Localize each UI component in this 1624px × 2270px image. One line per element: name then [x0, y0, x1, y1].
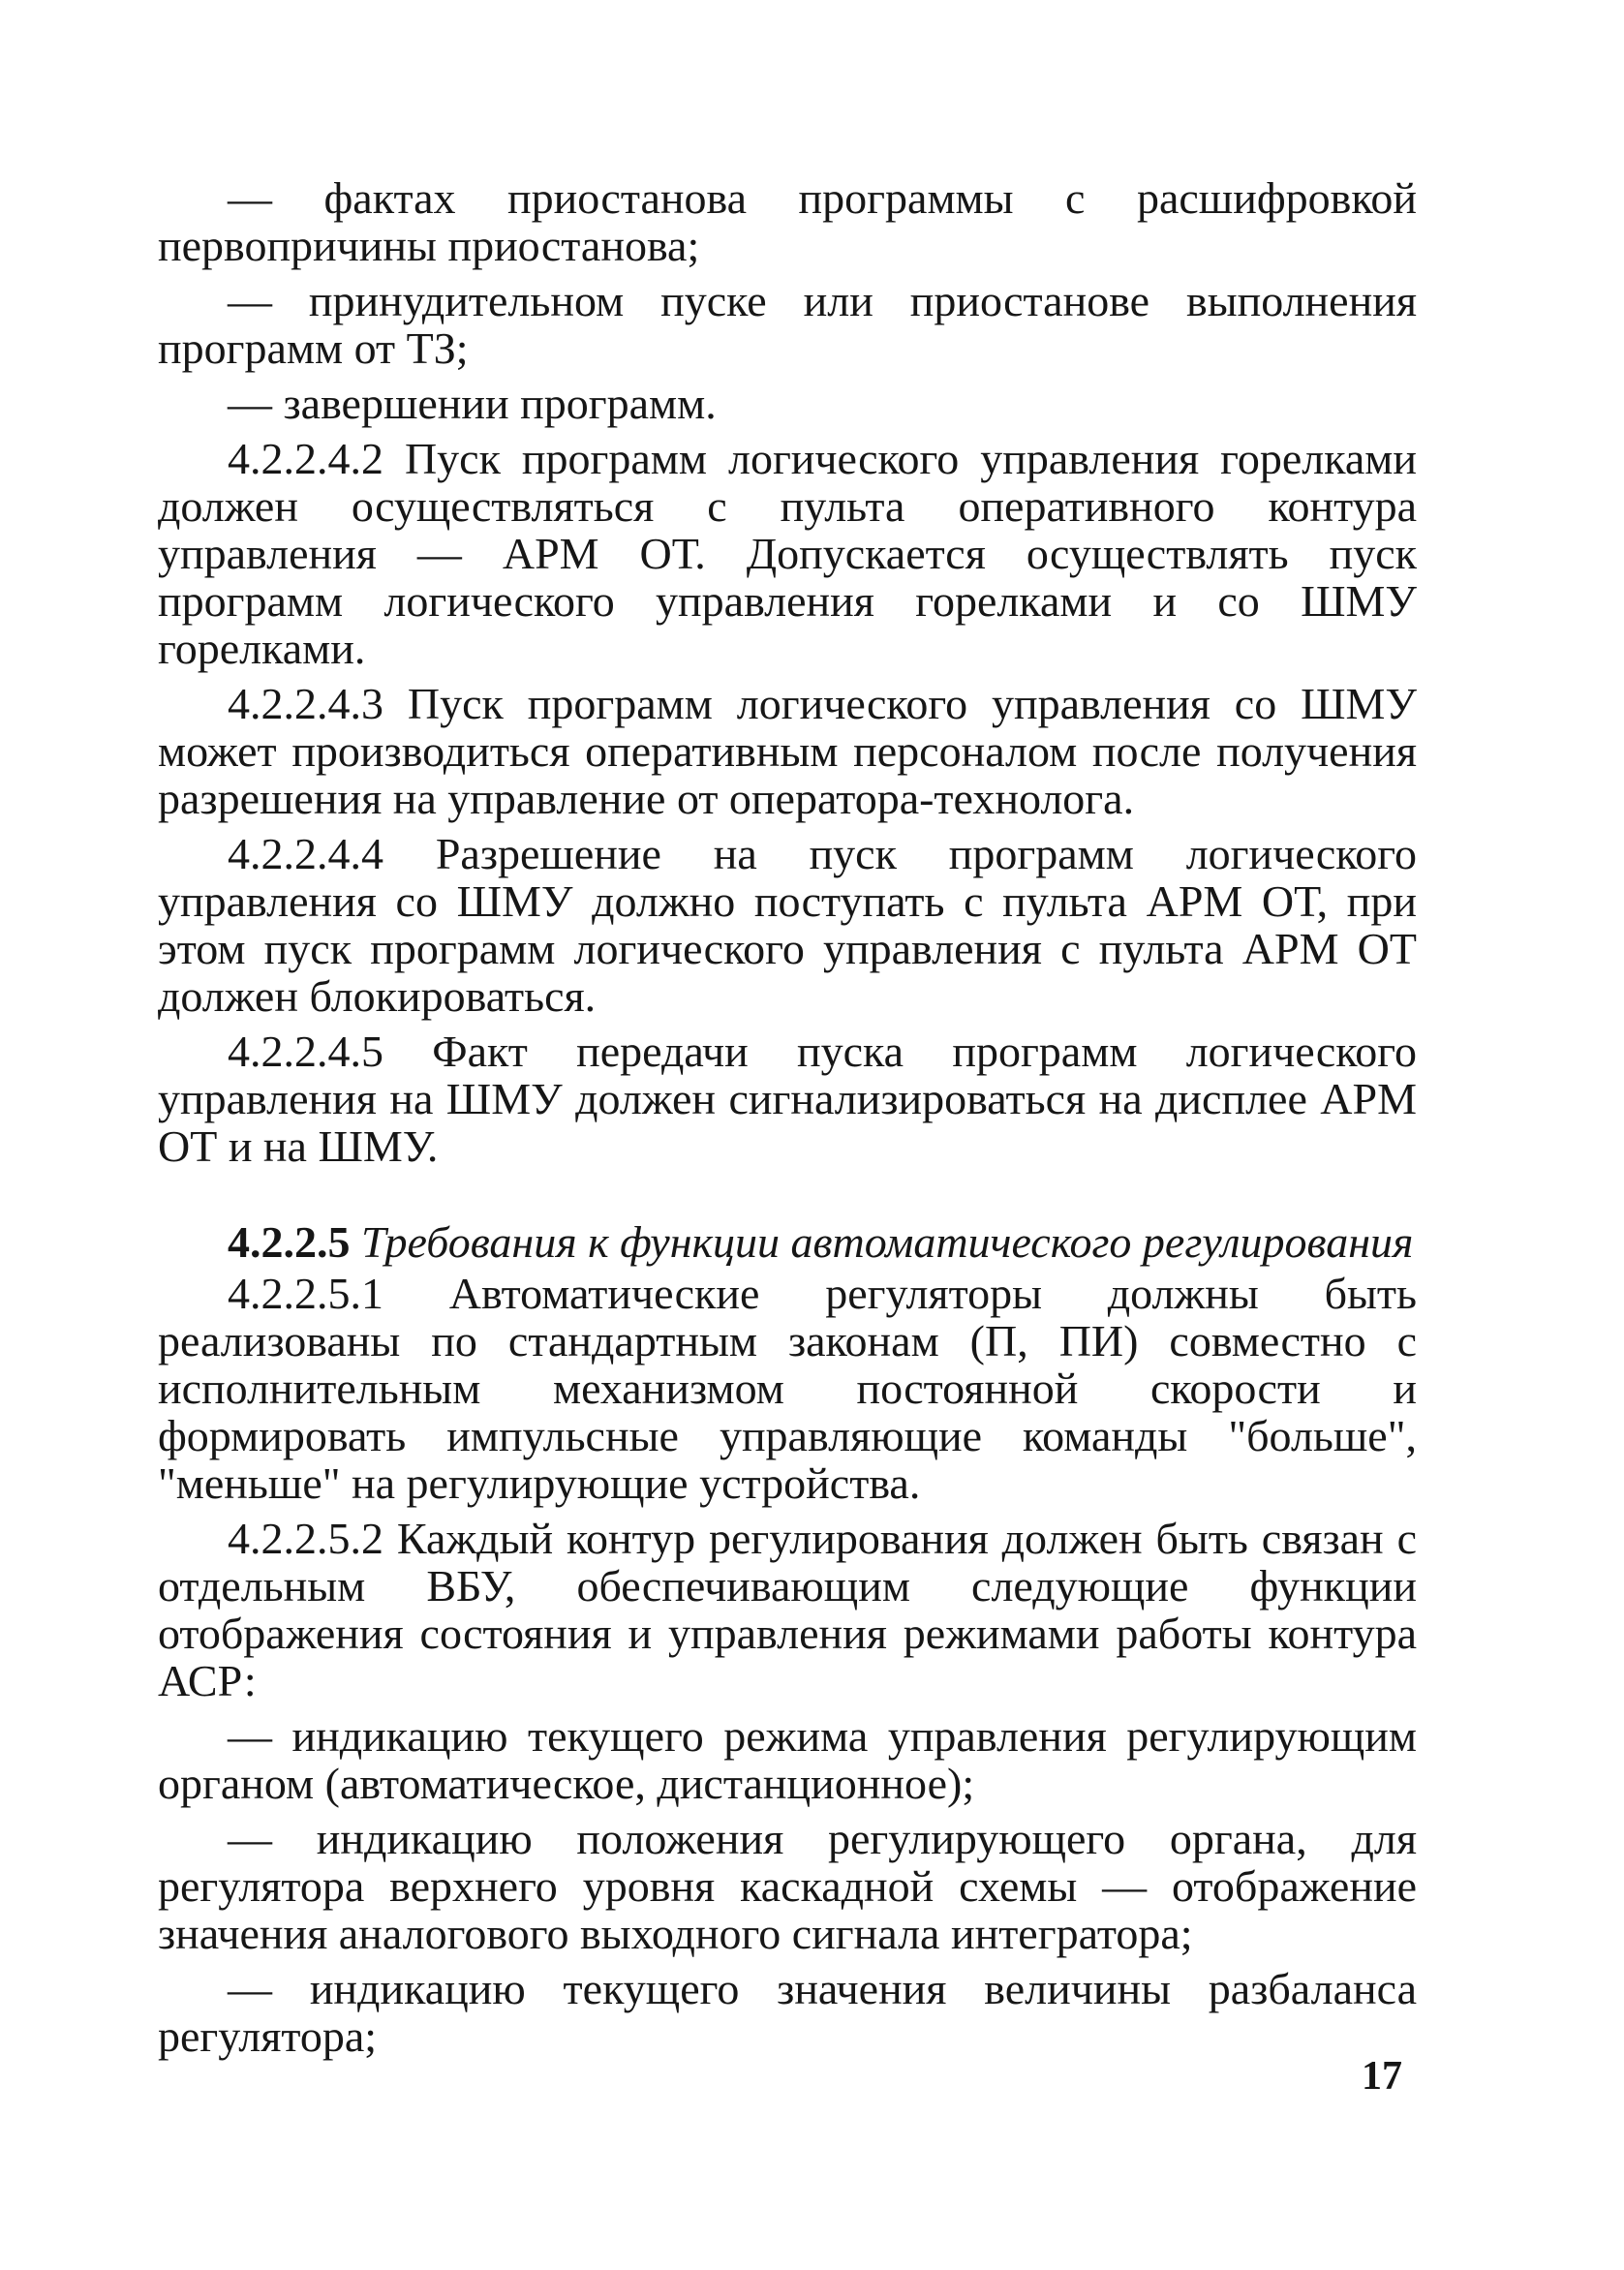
page-body: [158, 174, 1417, 2060]
section-number: 4.2.2.5: [228, 1217, 351, 1267]
section-heading: [158, 1218, 1417, 1266]
paragraph-bullet-3: — завершении программ.: [228, 379, 717, 428]
paragraph-4-2-2-5-1: 4.2.2.5.1 Автоматические регуляторы должны быть реализованы по стандартным законам (П, ПИ) совместно с исполнительным механизмом постоянной скорости и формировать импульсные управляющие команды "больше", "меньше" на регулирующие устройства.: [158, 1269, 1417, 1508]
paragraph-4-2-2-4-4: 4.2.2.4.4 Разрешение на пуск программ логического управления со ШМУ должно поступать с пульта АРМ ОТ, при этом пуск программ логического управления с пульта АРМ ОТ должен блокироваться.: [158, 829, 1417, 1021]
paragraph-4-2-2-5-2: 4.2.2.5.2 Каждый контур регулирования должен быть связан с отдельным ВБУ, обеспечивающим следующие функции отображения состояния и управления режимами работы контура АСР:: [158, 1514, 1417, 1705]
paragraph-bullet-1: — фактах приостанова программы с расшифровкой первопричины приостанова;: [158, 173, 1417, 270]
section-title: Требования к функции автоматического регулирования: [361, 1217, 1414, 1267]
paragraph-bullet-4: — индикацию текущего режима управления регулирующим органом (автоматическое, дистанционное);: [158, 1711, 1417, 1808]
paragraph-4-2-2-4-2: 4.2.2.4.2 Пуск программ логического управления горелками должен осуществляться с пульта оперативного контура управления — АРМ ОТ. Допускается осуществлять пуск программ логического управления горелками и со ШМУ горелками.: [158, 434, 1417, 673]
paragraph-bullet-5: — индикацию положения регулирующего органа, для регулятора верхнего уровня каскадной схемы — отображение значения аналогового выходного сигнала интегратора;: [158, 1814, 1417, 1958]
paragraph-4-2-2-4-5: 4.2.2.4.5 Факт передачи пуска программ логического управления на ШМУ должен сигнализироваться на дисплее АРМ ОТ и на ШМУ.: [158, 1027, 1417, 1171]
page-number: 17: [1362, 2054, 1402, 2099]
paragraph-4-2-2-4-3: 4.2.2.4.3 Пуск программ логического управления со ШМУ может производиться оперативным персоналом после получения разрешения на управление от оператора-технолога.: [158, 679, 1417, 823]
paragraph-bullet-2: — принудительном пуске или приостанове выполнения программ от ТЗ;: [158, 276, 1417, 373]
paragraph-bullet-6: — индикацию текущего значения величины разбаланса регулятора;: [158, 1964, 1417, 2061]
